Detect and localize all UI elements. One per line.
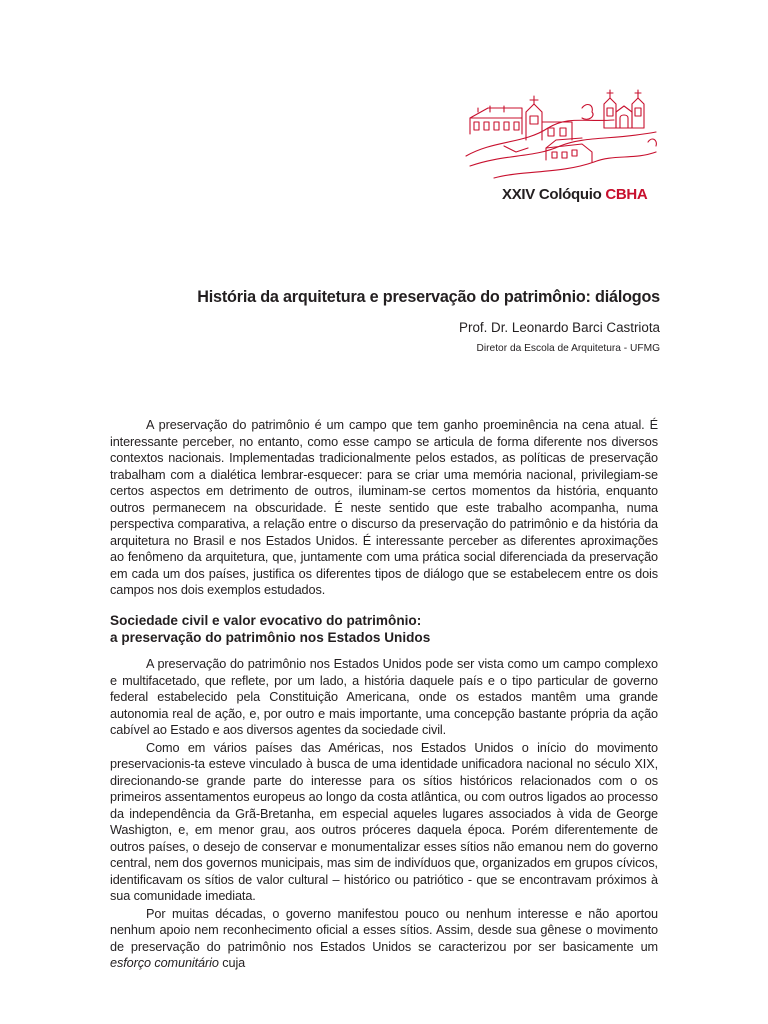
section-heading — [110, 612, 658, 646]
document-title: História da arquitetura e preservação do patrimônio: diálogos — [197, 288, 660, 306]
section-heading-line-1: Sociedade civil e valor evocativo do patrimônio: — [110, 613, 422, 628]
section-body — [110, 656, 658, 973]
intro-paragraph: A preservação do patrimônio é um campo que tem ganho proeminência na cena atual. É interessante perceber, no entanto, como esse campo se articula de forma diferente nos diversos contextos nacionais. Implementadas tradicionalmente pelos estados, as políticas de preservação trabalham com a dialética lembrar-esquecer: para se criar uma memória nacional, privilegiam-se certos aspectos em detrimento de outros, iluminam-se certos momentos da história, enquanto outros permanecem na obscuridade. É neste sentido que este trabalho acompanha, numa perspectiva comparativa, a relação entre o discurso da preservação do patrimônio e da história da arquitetura no Brasil e nos Estados Unidos. É interessante perceber as diferentes aproximações ao fenômeno da arquitetura, que, juntamente com uma prática social diferenciada da preservação em cada um dos países, justifica os diferentes tipos de diálogo que se estabelecem entre os dois campos nos dois exemplos estudados. — [110, 418, 658, 597]
paragraph-3-emphasis: esforço comunitário — [110, 956, 219, 970]
logo-caption-red: CBHA — [605, 186, 648, 203]
paragraph-3-text-end: cuja — [222, 956, 246, 970]
logo-caption-dark: XXIV Colóquio — [502, 186, 602, 203]
section-heading-line-2: a preservação do patrimônio nos Estados Unidos — [110, 630, 431, 645]
author-affiliation: Diretor da Escola de Arquitetura - UFMG — [476, 343, 660, 354]
intro-section — [110, 417, 658, 600]
section-paragraph-3 — [110, 906, 658, 972]
logo-caption — [502, 186, 662, 203]
author-name: Prof. Dr. Leonardo Barci Castriota — [459, 320, 660, 335]
section-paragraph-1: A preservação do patrimônio nos Estados Unidos pode ser vista como um campo complexo e multifacetado, que reflete, por um lado, a história daquele país e o tipo particular de governo federal estabelecido pela Constituição Americana, onde os estados mantêm uma grande autonomia real de ação, e, por outro e mais importante, uma concepção bastante própria da ação cabível ao Estado e aos diversos agentes da sociedade civil. — [110, 657, 658, 737]
cbha-logo — [464, 82, 660, 208]
section-paragraph-2: Como em vários países das Américas, nos Estados Unidos o início do movimento preservacionis-ta esteve vinculado à busca de uma identidade unificadora nacional no século XIX, direcionando-se grande parte do interesse para os sítios históricos relacionados com o os primeiros assentamentos europeus ao longo da costa atlântica, ou com outros ligados ao processo da independência da Grã-Bretanha, em especial aqueles lugares associados à vida de George Washigton, e, em menor grau, aos outros próceres daquela época. Porém diferentemente de outros países, o desejo de conservar e monumentalizar esses sítios não emanou nem do governo central, nem dos governos municipais, mas sim de indivíduos que, organizados em grupos cívicos, identificavam os sítios de valor cultural – histórico ou patriótico - que se encontravam próximos à sua comunidade imediata. — [110, 740, 658, 903]
paragraph-3-text-start: Por muitas décadas, o governo manifestou pouco ou nenhum interesse e não aportou nenhum apoio nem reconhecimento oficial a esses sítios. Assim, desde sua gênese o movimento de preservação do patrimônio nos Estados Unidos se caracterizou por ser basicamente um — [110, 906, 658, 954]
architecture-sketch-icon — [464, 82, 660, 186]
